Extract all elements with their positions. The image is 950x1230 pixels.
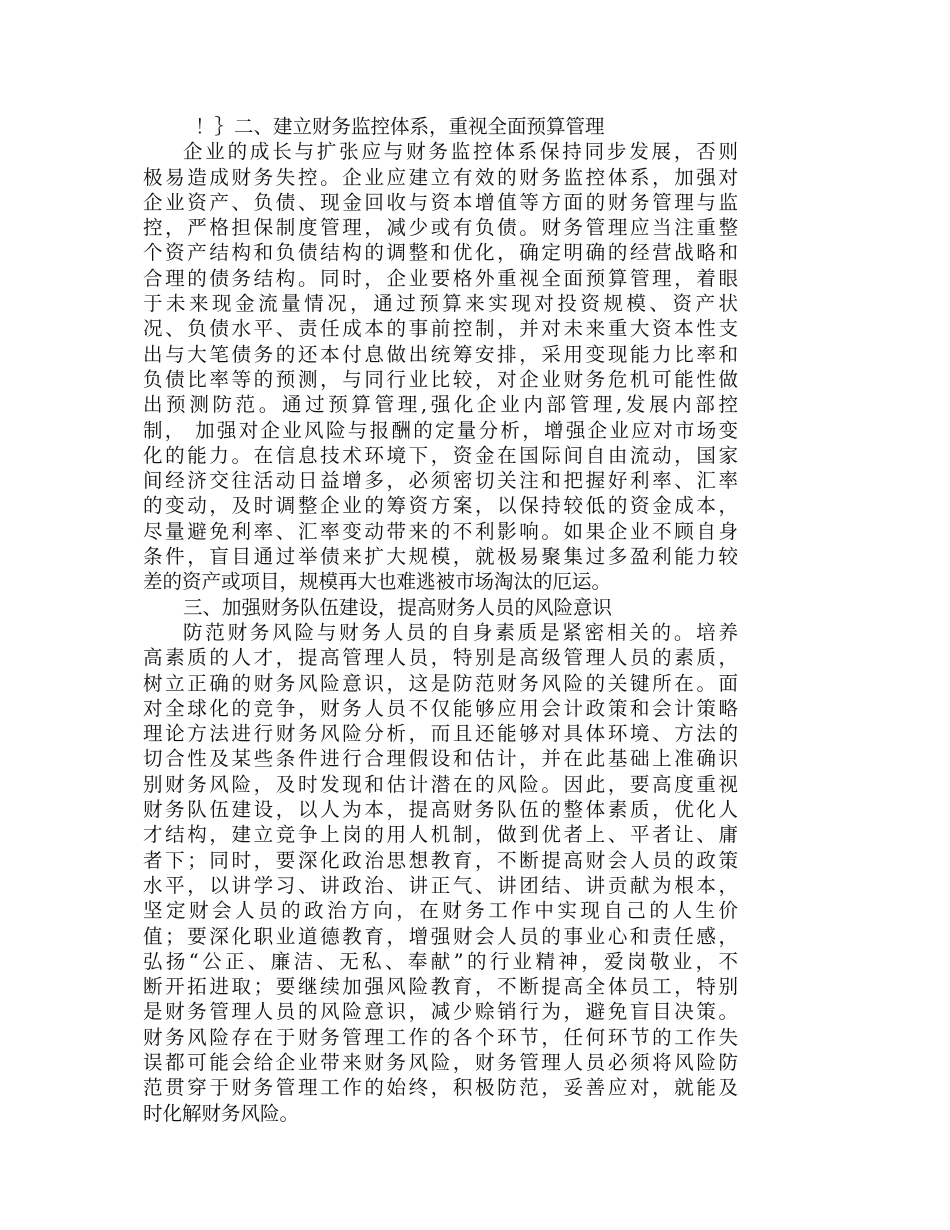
paragraph-2-line: 才结构，建立竞争上岗的用人机制，做到优者上、平者让、庸 bbox=[143, 823, 738, 847]
paragraph-1-line: 出与大笔债务的还本付息做出统筹安排，采用变现能力比率和 bbox=[143, 342, 738, 366]
paragraph-2-line: 财务队伍建设，以人为本，提高财务队伍的整体素质，优化人 bbox=[143, 798, 738, 822]
paragraph-2-line: 时化解财务风险。 bbox=[143, 1101, 300, 1125]
paragraph-2-line: 理论方法进行财务风险分析，而且还能够对具体环境、方法的 bbox=[143, 722, 738, 746]
section-heading-2: ！｝二、建立财务监控体系，重视全面预算管理 bbox=[195, 115, 605, 138]
paragraph-2-line: 弘扬“公正、廉洁、无私、奉献”的行业精神，爱岗敬业，不 bbox=[143, 949, 738, 973]
paragraph-1-line: 企业的成长与扩张应与财务监控体系保持同步发展，否则 bbox=[183, 140, 738, 164]
section-heading-3: 三、加强财务队伍建设，提高财务人员的风险意识 bbox=[183, 595, 613, 619]
paragraph-2-line: 切合性及某些条件进行合理假设和估计，并在此基础上准确识 bbox=[143, 747, 738, 771]
paragraph-1-line: 尽量避免利率、汇率变动带来的不利影响。如果企业不顾自身 bbox=[143, 519, 738, 543]
paragraph-1-line: 控，严格担保制度管理，减少或有负债。财务管理应当注重整 bbox=[143, 216, 738, 240]
paragraph-1-line: 个资产结构和负债结构的调整和优化，确定明确的经营战略和 bbox=[143, 241, 738, 265]
paragraph-1-line: 制， 加强对企业风险与报酬的定量分析，增强企业应对市场变 bbox=[143, 418, 738, 442]
paragraph-1-line: 企业资产、负债、现金回收与资本增值等方面的财务管理与监 bbox=[143, 190, 738, 214]
paragraph-1 bbox=[143, 139, 738, 594]
paragraph-1-line: 况、负债水平、责任成本的事前控制，并对未来重大资本性支 bbox=[143, 317, 738, 341]
paragraph-2-line: 坚定财会人员的政治方向，在财务工作中实现自己的人生价 bbox=[143, 899, 738, 923]
paragraph-2 bbox=[143, 620, 738, 1126]
paragraph-1-line: 负债比率等的预测，与同行业比较，对企业财务危机可能性做 bbox=[143, 367, 738, 391]
paragraph-1-line: 极易造成财务失控。企业应建立有效的财务监控体系，加强对 bbox=[143, 165, 738, 189]
paragraph-2-line: 别财务风险，及时发现和估计潜在的风险。因此，要高度重视 bbox=[143, 772, 738, 796]
paragraph-2-line: 范贯穿于财务管理工作的始终，积极防范，妥善应对，就能及 bbox=[143, 1076, 738, 1100]
paragraph-2-line: 断开拓进取；要继续加强风险教育，不断提高全体员工，特别 bbox=[143, 975, 738, 999]
paragraph-2-line: 高素质的人才，提高管理人员，特别是高级管理人员的素质， bbox=[143, 646, 738, 670]
paragraph-1-line: 差的资产或项目，规模再大也难逃被市场淘汰的厄运。 bbox=[143, 570, 612, 594]
paragraph-2-line: 者下；同时，要深化政治思想教育，不断提高财会人员的政策 bbox=[143, 848, 738, 872]
paragraph-2-line: 财务风险存在于财务管理工作的各个环节，任何环节的工作失 bbox=[143, 1025, 738, 1049]
paragraph-1-line: 出预测防范。通过预算管理,强化企业内部管理,发展内部控 bbox=[143, 393, 738, 417]
paragraph-2-line: 值；要深化职业道德教育，增强财会人员的事业心和责任感， bbox=[143, 924, 738, 948]
paragraph-2-line: 对全球化的竞争，财务人员不仅能够应用会计政策和会计策略 bbox=[143, 696, 738, 720]
paragraph-2-line: 防范财务风险与财务人员的自身素质是紧密相关的。培养 bbox=[183, 620, 738, 644]
paragraph-1-line: 条件，盲目通过举债来扩大规模，就极易聚集过多盈利能力较 bbox=[143, 545, 738, 569]
paragraph-1-line: 化的能力。在信息技术环境下，资金在国际间自由流动，国家 bbox=[143, 443, 738, 467]
paragraph-2-line: 水平，以讲学习、讲政治、讲正气、讲团结、讲贡献为根本， bbox=[143, 873, 738, 897]
paragraph-2-line: 误都可能会给企业带来财务风险，财务管理人员必须将风险防 bbox=[143, 1050, 738, 1074]
paragraph-1-line: 的变动，及时调整企业的筹资方案，以保持较低的资金成本， bbox=[143, 494, 738, 518]
paragraph-1-line: 合理的债务结构。同时，企业要格外重视全面预算管理，着眼 bbox=[143, 266, 738, 290]
paragraph-2-line: 是财务管理人员的风险意识，减少赊销行为，避免盲目决策。 bbox=[143, 1000, 738, 1024]
paragraph-2-line: 树立正确的财务风险意识，这是防范财务风险的关键所在。面 bbox=[143, 671, 738, 695]
paragraph-1-line: 间经济交往活动日益增多，必须密切关注和把握好利率、汇率 bbox=[143, 469, 738, 493]
paragraph-1-line: 于未来现金流量情况，通过预算来实现对投资规模、资产状 bbox=[143, 292, 738, 316]
document-body bbox=[143, 114, 738, 1126]
